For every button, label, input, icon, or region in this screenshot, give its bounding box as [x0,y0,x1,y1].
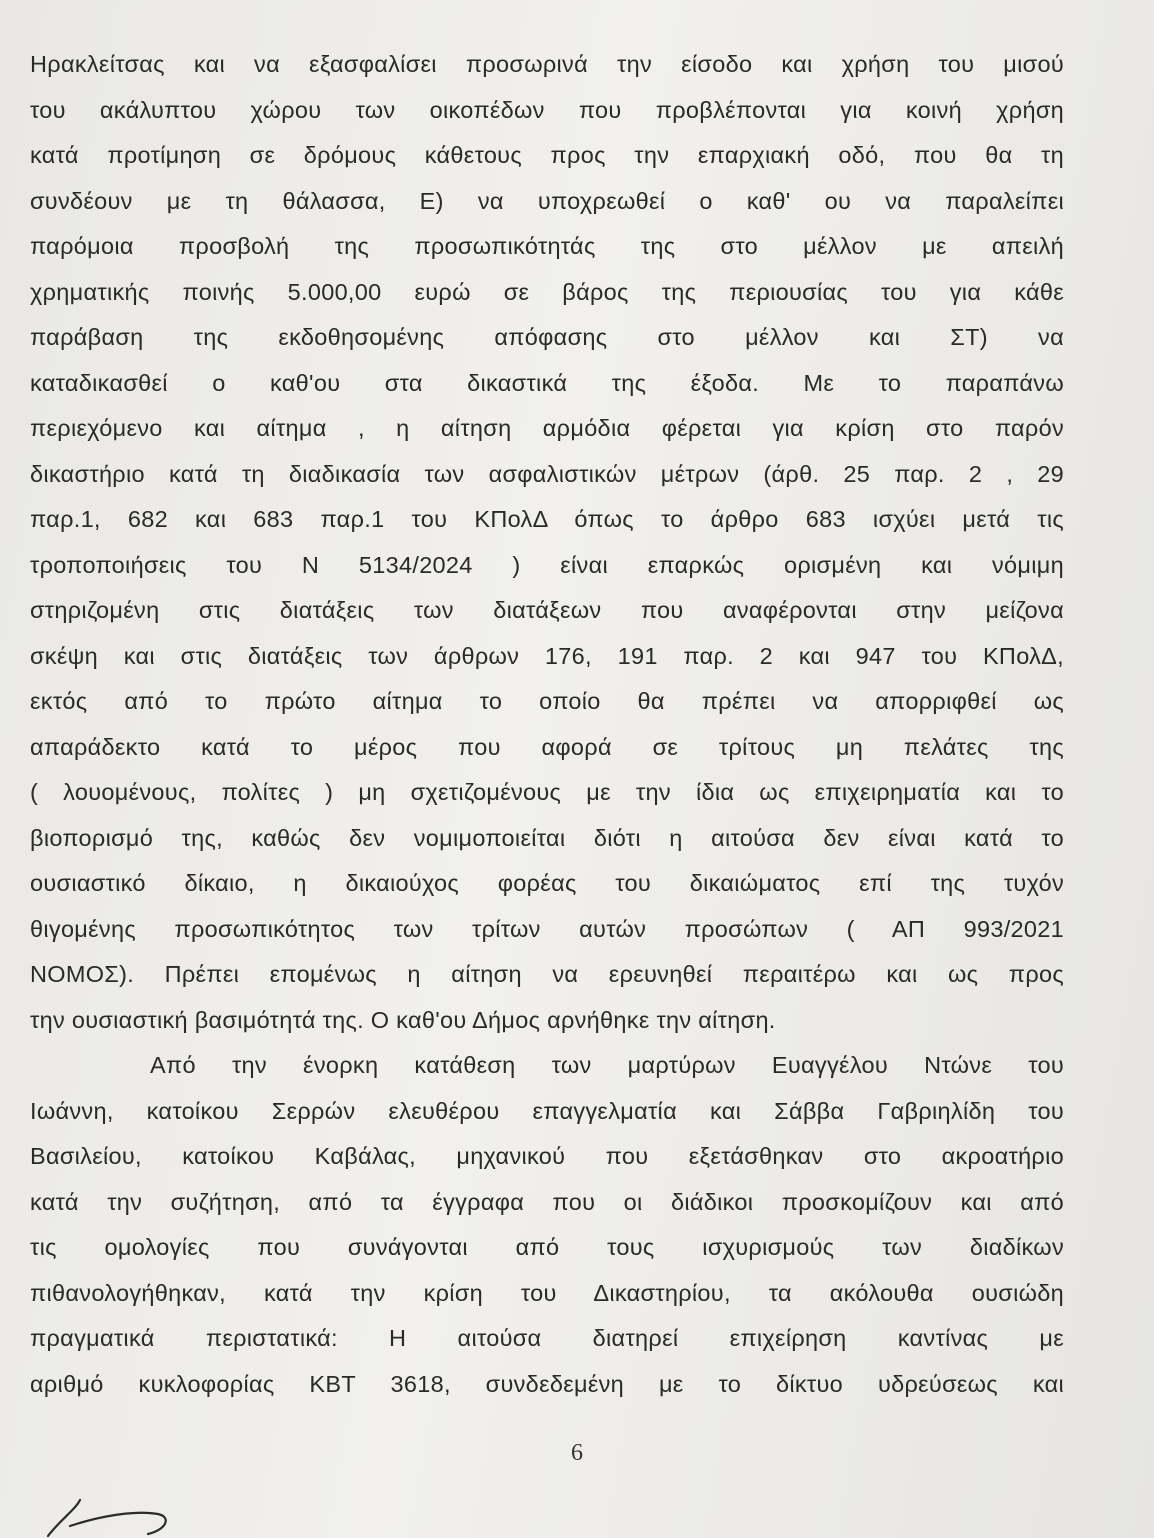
text-line: τις ομολογίες που συνάγονται από τους ισχυρισμούς των διαδίκων [30,1234,1064,1260]
text-line: αριθμό κυκλοφορίας ΚΒΤ 3618, συνδεδεμένη με το δίκτυο υδρεύσεως και [30,1370,1064,1397]
text-line: καταδικασθεί ο καθ'ου στα δικαστικά της έξοδα. Με το παραπάνω [30,369,1064,396]
text-line: σκέψη και στις διατάξεις των άρθρων 176, 191 παρ. 2 και 947 του ΚΠολΔ, [30,642,1064,669]
signature-mark [40,1490,190,1538]
text-line: ουσιαστικό δίκαιο, η δικαιούχος φορέας του δικαιώματος επί της τυχόν [30,870,1064,896]
text-line: Ηρακλείτσας και να εξασφαλίσει προσωρινά την είσοδο και χρήση του μισού [30,51,1064,77]
text-line: παρ.1, 682 και 683 παρ.1 του ΚΠολΔ όπως το άρθρο 683 ισχύει μετά τις [30,506,1064,532]
text-line: δικαστήριο κατά τη διαδικασία των ασφαλιστικών μέτρων (άρθ. 25 παρ. 2 , 29 [30,460,1064,487]
paragraph-last-line: την ουσιαστική βασιμότητά της. Ο καθ'ου Δήμος αρνήθηκε την αίτηση. [30,1006,776,1033]
text-line: τροποποιήσεις του Ν 5134/2024 ) είναι επαρκώς ορισμένη και νόμιμη [30,551,1064,578]
text-line: πραγματικά περιστατικά: Η αιτούσα διατηρεί επιχείρηση καντίνας με [30,1325,1064,1351]
text-line: του ακάλυπτου χώρου των οικοπέδων που προβλέπονται για κοινή χρήση [30,96,1064,123]
body-text [30,42,1064,1407]
text-line: Βασιλείου, κατοίκου Καβάλας, μηχανικού που εξετάσθηκαν στο ακροατήριο [30,1143,1064,1169]
text-line: συνδέουν με τη θάλασσα, Ε) να υποχρεωθεί ο καθ' ου να παραλείπει [30,187,1064,214]
text-line: περιεχόμενο και αίτημα , η αίτηση αρμόδια φέρεται για κρίση στο παρόν [30,415,1064,441]
text-line: κατά προτίμηση σε δρόμους κάθετους προς την επαρχιακή οδό, που θα τη [30,142,1064,168]
page-number: 6 [571,1440,583,1466]
text-line: θιγομένης προσωπικότητος των τρίτων αυτών προσώπων ( ΑΠ 993/2021 [30,915,1064,942]
text-line: παράβαση της εκδοθησομένης απόφασης στο μέλλον και ΣΤ) να [30,324,1064,350]
text-line: εκτός από το πρώτο αίτημα το οποίο θα πρέπει να απορριφθεί ως [30,688,1064,714]
text-line: χρηματικής ποινής 5.000,00 ευρώ σε βάρος της περιουσίας του για κάθε [30,278,1064,305]
text-line: παρόμοια προσβολή της προσωπικότητάς της στο μέλλον με απειλή [30,233,1064,259]
text-line: ( λουομένους, πολίτες ) μη σχετιζομένους με την ίδια ως επιχειρηματία και το [30,779,1064,805]
text-line: κατά την συζήτηση, από τα έγγραφα που οι διάδικοι προσκομίζουν και από [30,1188,1064,1215]
text-line: πιθανολογήθηκαν, κατά την κρίση του Δικαστηρίου, τα ακόλουθα ουσιώδη [30,1279,1064,1306]
paragraph-first-line: Από την ένορκη κατάθεση των μαρτύρων Ευαγγέλου Ντώνε του [150,1052,1064,1078]
text-line: Ιωάννη, κατοίκου Σερρών ελευθέρου επαγγελματία και Σάββα Γαβριηλίδη του [30,1097,1064,1124]
text-line: βιοπορισμό της, καθώς δεν νομιμοποιείται διότι η αιτούσα δεν είναι κατά το [30,824,1064,851]
text-line: απαράδεκτο κατά το μέρος που αφορά σε τρίτους μη πελάτες της [30,733,1064,760]
text-line: στηριζομένη στις διατάξεις των διατάξεων που αναφέρονται στην μείζονα [30,597,1064,623]
text-line: ΝΟΜΟΣ). Πρέπει επομένως η αίτηση να ερευνηθεί περαιτέρω και ως προς [30,961,1064,987]
